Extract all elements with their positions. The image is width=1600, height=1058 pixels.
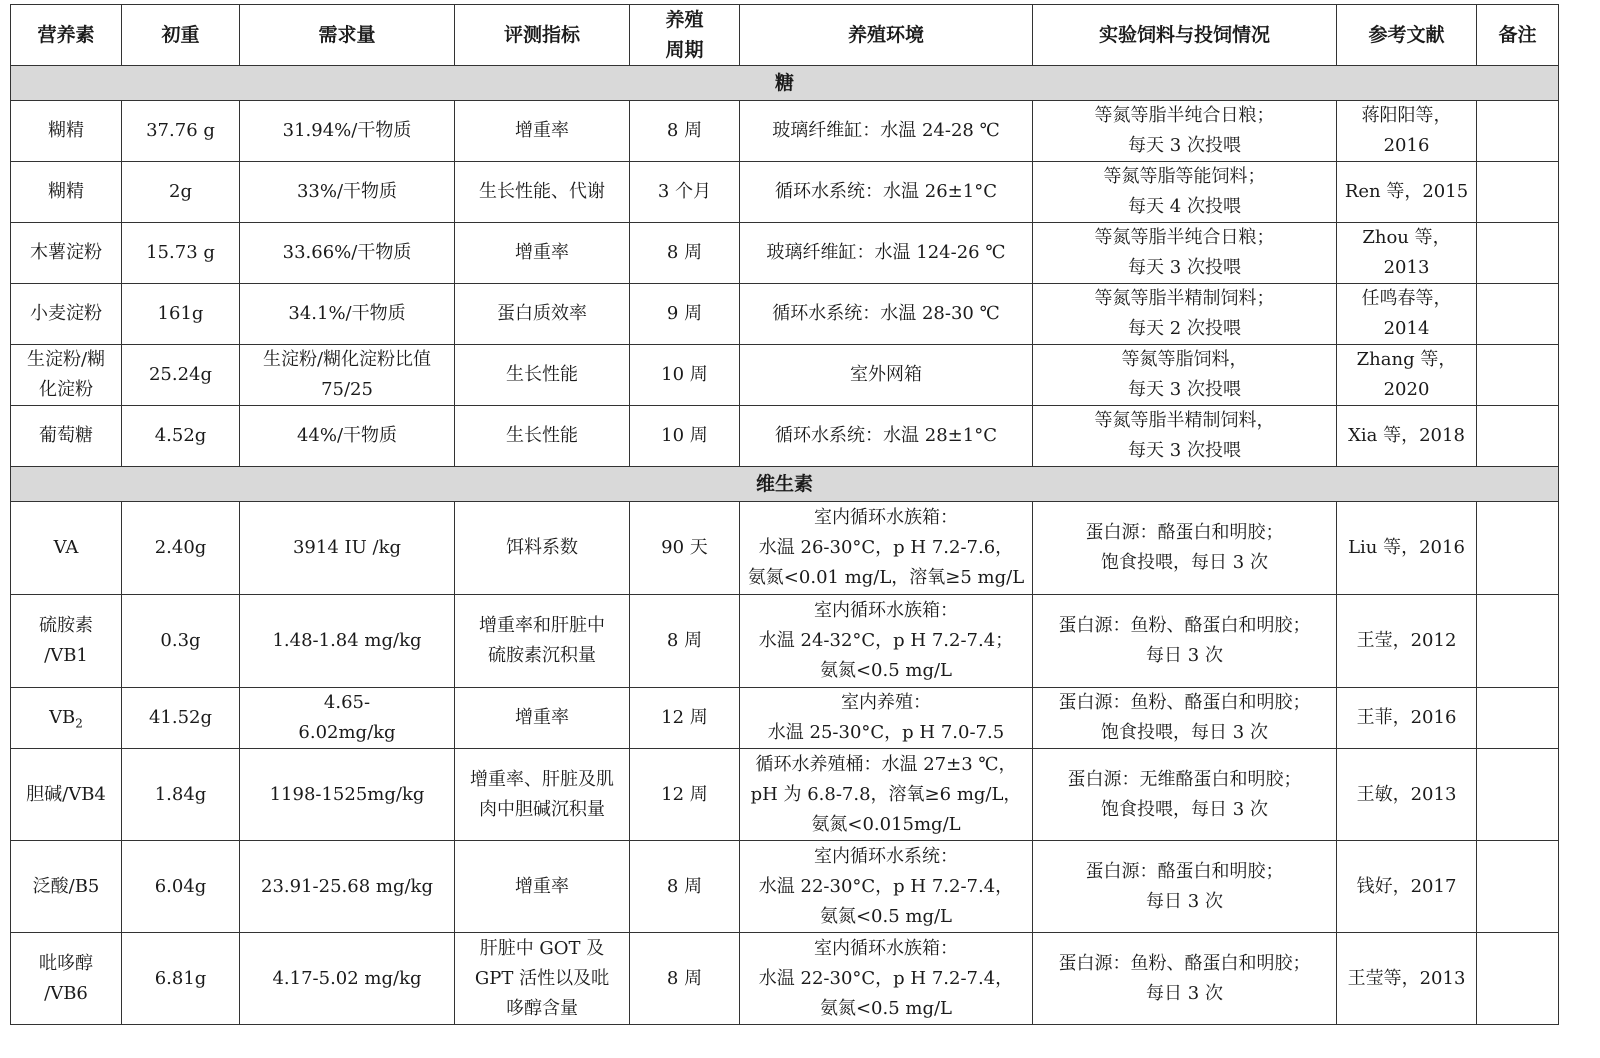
cell-feed	[1033, 345, 1337, 406]
cell-line: 75/25	[321, 379, 373, 400]
cell-line: 硫胺素沉积量	[488, 645, 596, 666]
cell-index	[455, 933, 630, 1025]
cell-line: 2020	[1383, 379, 1430, 400]
cell-period: 10 周	[630, 406, 740, 467]
cell-note	[1477, 688, 1559, 749]
header-nutrient: 营养素	[11, 5, 122, 66]
cell-weight: 25.24g	[122, 345, 240, 406]
cell-weight: 161g	[122, 284, 240, 345]
cell-note	[1477, 406, 1559, 467]
cell-weight: 6.04g	[122, 841, 240, 933]
table-row	[11, 101, 1559, 162]
cell-line: /VB1	[44, 645, 88, 666]
cell-line: 2016	[1383, 135, 1430, 156]
cell-index: 生长性能	[455, 345, 630, 406]
cell-line: 水温 22-30°C，p H 7.2-7.4，	[758, 967, 1014, 989]
cell-line: 室内养殖：	[841, 692, 931, 713]
cell-weight: 0.3g	[122, 595, 240, 688]
cell-line: 等氮等脂半纯合日粮；	[1094, 227, 1275, 248]
cell-index: 增重率	[455, 841, 630, 933]
cell-line: 氨氮<0.01 mg/L，溶氧≥5 mg/L	[747, 567, 1025, 588]
cell-line: 室内循环水族箱：	[814, 937, 958, 959]
cell-reference: Zhou 等，2013	[1337, 223, 1477, 284]
cell-weight: 2.40g	[122, 502, 240, 595]
nutrient-subscript: 2	[75, 716, 83, 731]
cell-line: 周期	[665, 39, 704, 61]
cell-feed	[1033, 101, 1337, 162]
cell-reference: 钱好，2017	[1337, 841, 1477, 933]
table-row	[11, 284, 1559, 345]
cell-requirement: 4.17-5.02 mg/kg	[240, 933, 455, 1025]
cell-feed	[1033, 749, 1337, 841]
cell-reference: Ren 等，2015	[1337, 162, 1477, 223]
cell-line: 蛋白源：鱼粉、酪蛋白和明胶；	[1058, 615, 1311, 636]
cell-line: 哆醇含量	[506, 997, 578, 1019]
table-row	[11, 162, 1559, 223]
cell-line: 每天 3 次投喂	[1128, 257, 1241, 278]
cell-environment	[740, 502, 1033, 595]
header-requirement: 需求量	[240, 5, 455, 66]
cell-index: 增重率	[455, 223, 630, 284]
cell-line: GPT 活性以及吡	[474, 967, 610, 989]
header-reference: 参考文献	[1337, 5, 1477, 66]
cell-weight: 4.52g	[122, 406, 240, 467]
cell-period: 8 周	[630, 223, 740, 284]
cell-weight: 1.84g	[122, 749, 240, 841]
cell-index	[455, 595, 630, 688]
cell-line: 每天 3 次投喂	[1128, 440, 1241, 461]
table-row	[11, 595, 1559, 688]
cell-line: 每日 3 次	[1146, 645, 1223, 666]
cell-nutrient	[11, 595, 122, 688]
table-row	[11, 933, 1559, 1025]
cell-reference: Xia 等，2018	[1337, 406, 1477, 467]
cell-line: 室内循环水族箱：	[814, 507, 958, 528]
cell-period: 8 周	[630, 101, 740, 162]
cell-requirement: 1198-1525mg/kg	[240, 749, 455, 841]
cell-nutrient	[11, 345, 122, 406]
cell-feed	[1033, 595, 1337, 688]
cell-note	[1477, 749, 1559, 841]
cell-index: 生长性能	[455, 406, 630, 467]
cell-reference	[1337, 101, 1477, 162]
cell-environment	[740, 933, 1033, 1025]
cell-requirement: 3914 IU /kg	[240, 502, 455, 595]
cell-index: 增重率	[455, 688, 630, 749]
cell-line: 6.02mg/kg	[298, 722, 396, 743]
cell-nutrient	[11, 688, 122, 749]
cell-environment: 玻璃纤维缸：水温 124-26 ℃	[740, 223, 1033, 284]
section-title: 糖	[11, 66, 1559, 101]
cell-feed	[1033, 162, 1337, 223]
table-row	[11, 749, 1559, 841]
cell-reference	[1337, 284, 1477, 345]
cell-period: 3 个月	[630, 162, 740, 223]
cell-weight: 6.81g	[122, 933, 240, 1025]
table-row	[11, 406, 1559, 467]
cell-line: 等氮等脂半精制饲料，	[1094, 410, 1275, 431]
cell-feed	[1033, 688, 1337, 749]
cell-period: 10 周	[630, 345, 740, 406]
cell-requirement: 44%/干物质	[240, 406, 455, 467]
cell-line: 氨氮<0.015mg/L	[811, 813, 961, 835]
cell-feed	[1033, 284, 1337, 345]
cell-nutrient: 木薯淀粉	[11, 223, 122, 284]
nutrient-requirement-table	[10, 4, 1559, 1025]
section-row	[11, 467, 1559, 502]
cell-line: pH 为 6.8-7.8，溶氧≥6 mg/L，	[750, 783, 1022, 805]
header-initial-weight: 初重	[122, 5, 240, 66]
cell-line: 每日 3 次	[1146, 982, 1223, 1004]
cell-feed	[1033, 933, 1337, 1025]
cell-requirement: 1.48-1.84 mg/kg	[240, 595, 455, 688]
cell-line: 水温 24-32°C，p H 7.2-7.4；	[758, 630, 1014, 651]
cell-line: 蒋阳阳等，	[1361, 105, 1452, 126]
header-culture-environment: 养殖环境	[740, 5, 1033, 66]
cell-line: 生淀粉/糊化淀粉比值	[262, 349, 432, 370]
header-evaluation-index: 评测指标	[455, 5, 630, 66]
cell-note	[1477, 223, 1559, 284]
cell-period: 8 周	[630, 595, 740, 688]
table-row	[11, 688, 1559, 749]
cell-requirement: 33.66%/干物质	[240, 223, 455, 284]
cell-requirement: 33%/干物质	[240, 162, 455, 223]
section-row	[11, 66, 1559, 101]
cell-line: 室内循环水族箱：	[814, 600, 958, 621]
cell-reference: 王莹等，2013	[1337, 933, 1477, 1025]
cell-line: 增重率和肝脏中	[479, 615, 605, 636]
cell-note	[1477, 162, 1559, 223]
table-body	[11, 66, 1559, 1025]
cell-line: 水温 22-30°C，p H 7.2-7.4，	[758, 875, 1014, 897]
cell-note	[1477, 101, 1559, 162]
cell-line: Zhang 等，	[1356, 349, 1457, 370]
cell-line: 养殖	[665, 9, 704, 31]
nutrient-label: VB	[49, 707, 76, 728]
cell-period: 8 周	[630, 841, 740, 933]
cell-feed	[1033, 841, 1337, 933]
cell-index: 饵料系数	[455, 502, 630, 595]
cell-line: 室内循环水系统：	[814, 845, 958, 867]
cell-environment: 循环水系统：水温 28-30 ℃	[740, 284, 1033, 345]
cell-requirement: 31.94%/干物质	[240, 101, 455, 162]
cell-line: 任鸣春等，	[1361, 288, 1452, 309]
cell-line: 蛋白源：无维酪蛋白和明胶；	[1067, 768, 1302, 790]
cell-index: 蛋白质效率	[455, 284, 630, 345]
table-row	[11, 345, 1559, 406]
cell-index	[455, 749, 630, 841]
cell-feed	[1033, 406, 1337, 467]
cell-line: /VB6	[44, 982, 88, 1004]
cell-index: 增重率	[455, 101, 630, 162]
cell-line: 吡哆醇	[39, 952, 93, 974]
cell-requirement	[240, 345, 455, 406]
cell-environment	[740, 688, 1033, 749]
cell-reference: 王敏，2013	[1337, 749, 1477, 841]
cell-environment: 室外网箱	[740, 345, 1033, 406]
cell-feed	[1033, 223, 1337, 284]
header-remarks: 备注	[1477, 5, 1559, 66]
section-title: 维生素	[11, 467, 1559, 502]
cell-index: 生长性能、代谢	[455, 162, 630, 223]
cell-line: 水温 26-30°C，p H 7.2-7.6，	[758, 537, 1014, 558]
header-feed-and-feeding: 实验饲料与投饲情况	[1033, 5, 1337, 66]
cell-period: 12 周	[630, 688, 740, 749]
cell-line: 增重率、肝脏及肌	[470, 768, 614, 790]
cell-period: 8 周	[630, 933, 740, 1025]
cell-line: 饱食投喂，每日 3 次	[1101, 722, 1268, 743]
cell-requirement	[240, 688, 455, 749]
cell-line: 饱食投喂，每日 3 次	[1101, 552, 1268, 573]
cell-line: 硫胺素	[39, 615, 93, 636]
header-row	[11, 5, 1559, 66]
cell-line: 等氮等脂饲料，	[1121, 349, 1248, 370]
cell-nutrient	[11, 933, 122, 1025]
cell-requirement: 34.1%/干物质	[240, 284, 455, 345]
cell-environment: 玻璃纤维缸：水温 24-28 ℃	[740, 101, 1033, 162]
cell-line: 2014	[1383, 318, 1430, 339]
cell-line: 饱食投喂，每日 3 次	[1101, 798, 1268, 820]
cell-weight: 41.52g	[122, 688, 240, 749]
cell-line: 蛋白源：酪蛋白和明胶；	[1085, 860, 1284, 882]
cell-nutrient: 泛酸/B5	[11, 841, 122, 933]
cell-weight: 37.76 g	[122, 101, 240, 162]
cell-line: 每日 3 次	[1146, 890, 1223, 912]
cell-line: 等氮等脂半纯合日粮；	[1094, 105, 1275, 126]
cell-line: 化淀粉	[39, 379, 93, 400]
cell-note	[1477, 933, 1559, 1025]
cell-line: 每天 4 次投喂	[1128, 196, 1241, 217]
cell-feed	[1033, 502, 1337, 595]
cell-line: 每天 3 次投喂	[1128, 135, 1241, 156]
header-culture-period	[630, 5, 740, 66]
cell-line: 生淀粉/糊	[26, 349, 106, 370]
cell-line: 等氮等脂半精制饲料；	[1094, 288, 1275, 309]
cell-line: 蛋白源：酪蛋白和明胶；	[1085, 522, 1284, 543]
cell-nutrient: 小麦淀粉	[11, 284, 122, 345]
cell-nutrient: 胆碱/VB4	[11, 749, 122, 841]
cell-environment	[740, 749, 1033, 841]
cell-environment: 循环水系统：水温 28±1°C	[740, 406, 1033, 467]
cell-line: 每天 3 次投喂	[1128, 379, 1241, 400]
cell-note	[1477, 345, 1559, 406]
cell-nutrient: 葡萄糖	[11, 406, 122, 467]
cell-weight: 2g	[122, 162, 240, 223]
cell-line: 氨氮<0.5 mg/L	[819, 905, 953, 927]
cell-environment: 循环水系统：水温 26±1°C	[740, 162, 1033, 223]
cell-line: 氨氮<0.5 mg/L	[819, 660, 953, 681]
cell-note	[1477, 502, 1559, 595]
cell-line: 氨氮<0.5 mg/L	[819, 997, 953, 1019]
cell-nutrient: VA	[11, 502, 122, 595]
table-header	[11, 5, 1559, 66]
table-row	[11, 502, 1559, 595]
cell-environment	[740, 595, 1033, 688]
cell-line: 蛋白源：鱼粉、酪蛋白和明胶；	[1058, 952, 1311, 974]
table-row	[11, 841, 1559, 933]
cell-reference: 王莹，2012	[1337, 595, 1477, 688]
cell-reference: Liu 等，2016	[1337, 502, 1477, 595]
cell-line: 水温 25-30°C，p H 7.0-7.5	[767, 722, 1005, 743]
cell-line: 循环水养殖桶：水温 27±3 ℃，	[755, 753, 1017, 775]
cell-note	[1477, 284, 1559, 345]
cell-reference: 王菲，2016	[1337, 688, 1477, 749]
cell-line: 肝脏中 GOT 及	[479, 937, 605, 959]
cell-period: 90 天	[630, 502, 740, 595]
cell-line: 4.65-	[323, 692, 371, 713]
cell-period: 12 周	[630, 749, 740, 841]
cell-note	[1477, 595, 1559, 688]
cell-weight: 15.73 g	[122, 223, 240, 284]
cell-line: 每天 2 次投喂	[1128, 318, 1241, 339]
cell-requirement: 23.91-25.68 mg/kg	[240, 841, 455, 933]
cell-reference	[1337, 345, 1477, 406]
cell-line: 等氮等脂等能饲料；	[1103, 166, 1266, 187]
table-row	[11, 223, 1559, 284]
cell-nutrient: 糊精	[11, 162, 122, 223]
cell-period: 9 周	[630, 284, 740, 345]
cell-line: 蛋白源：鱼粉、酪蛋白和明胶；	[1058, 692, 1311, 713]
cell-environment	[740, 841, 1033, 933]
cell-note	[1477, 841, 1559, 933]
cell-line: 肉中胆碱沉积量	[479, 798, 605, 820]
cell-nutrient: 糊精	[11, 101, 122, 162]
